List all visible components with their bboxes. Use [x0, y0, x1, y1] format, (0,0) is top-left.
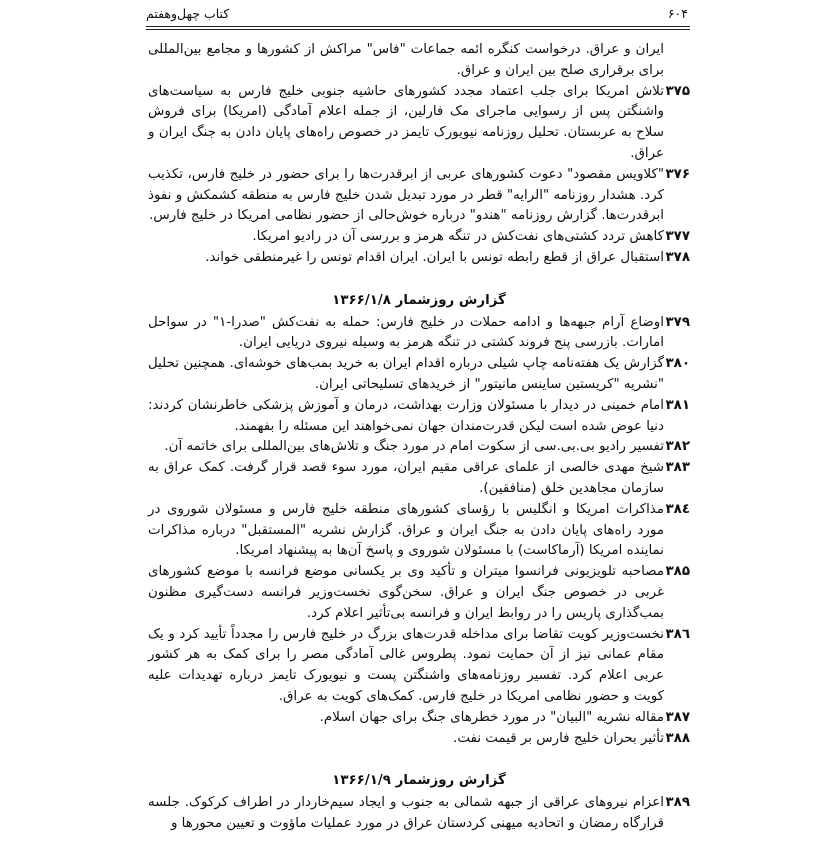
entry-text: شیخ مهدی خالصی از علمای عراقی مقیم ایران، مورد سوء قصد قرار گرفت. کمک عراق به سازمان مجاهدین خلق (منافقین).	[148, 460, 664, 496]
entry-text: مصاحبه تلویزیونی فرانسوا میتران و تأکید وی بر یکسانی موضع فرانسه با موضع کشورهای غربی در خصوص جنگ ایران و عراق. سخن‌گوی نخست‌وزیر فرانسه دست‌گیری مظنون بمب‌گذاری پاریس را در روابط ایران و فرانسه بی‌تأثیر اعلام کرد.	[148, 564, 664, 621]
entry-number: ۳۷۵	[665, 83, 690, 99]
entry	[148, 793, 690, 835]
entry-number: ۳۸٤	[665, 501, 690, 517]
entry-text: اعزام نیروهای عراقی از جبهه شمالی به جنوب و ایجاد سیم‌خاردار در اطراف کرکوک. جلسه قرارگاه رمضان و اتحادیه میهنی کردستان عراق در مورد عملیات ماؤوت و تعیین محورها و	[148, 795, 664, 831]
entry	[148, 625, 690, 708]
entry-number: ۳۷۶	[665, 166, 690, 182]
daily-report-heading: گزارش روزشمار ۱۳۶۶/۱/۹	[332, 773, 506, 789]
entry-text: اوضاع آرام جبهه‌ها و ادامه حملات در خلیج فارس: حمله به نفت‌کش "صدرا-۱" در سواحل امارات. بازرسی پنج فروند کشتی در تنگه هرمز به وسیله نیروی دریایی ایران.	[148, 314, 664, 351]
entry	[148, 82, 690, 165]
entry-number: ۳۸٦	[665, 626, 690, 642]
entry-number: ۳۸۸	[665, 730, 690, 746]
entry	[148, 708, 690, 729]
entry-text: مقاله نشریه "البیان" در مورد خطرهای جنگ برای جهان اسلام.	[319, 709, 664, 725]
entry-text: تلاش امریکا برای جلب اعتماد مجدد کشورهای حاشیه جنوبی خلیج فارس به سیاست‌های واشنگتن پس از رسوایی ماجرای مک فارلین، از جمله اعلام آمادگی (امریکا) برای فروش سلاح به عربستان. تحلیل روزنامه نیویورک تایمز در خصوص راه‌های پایان دادن به جنگ ایران و عراق.	[148, 83, 664, 161]
entry-number: ۳۸۷	[665, 709, 690, 725]
header-double-rule	[146, 26, 690, 30]
entry	[148, 165, 690, 227]
entry	[148, 437, 690, 458]
page-header	[146, 6, 690, 24]
entry-text: کاهش تردد کشتی‌های نفت‌کش در تنگه هرمز و بررسی آن در رادیو امریکا.	[252, 229, 664, 245]
entry-number: ۳۸۱	[665, 397, 690, 413]
entry	[148, 354, 690, 396]
entry	[148, 729, 690, 750]
book-title: کتاب چهل‌وهفتم	[146, 6, 230, 21]
entry-text: تأثیر بحران خلیج فارس بر قیمت نفت.	[453, 730, 664, 746]
entry-text: امام خمینی در دیدار با مسئولان وزارت بهداشت، درمان و آموزش پزشکی خاطرنشان کردند: دنیا عوض شده است لیکن قدرت‌مندان جهان نمی‌خواهند این مسئله را بفهمند.	[148, 397, 664, 434]
daily-report-heading: گزارش روزشمار ۱۳۶۶/۱/۸	[332, 292, 506, 308]
entry	[148, 396, 690, 438]
page-number: ۶۰۴	[667, 6, 688, 21]
entry	[148, 458, 690, 500]
entry	[148, 248, 690, 269]
entry-number: ۳۸۳	[665, 460, 690, 476]
entry-number: ۳۷۷	[665, 229, 690, 245]
entry	[148, 562, 690, 624]
entry-number: ۳۷۸	[665, 249, 690, 265]
entry-number: ۳۸۲	[665, 439, 690, 455]
entry	[148, 227, 690, 248]
entry-text: گزارش یک هفته‌نامه چاپ شیلی درباره اقدام ایران به خرید بمب‌های خوشه‌ای. همچنین تحلیل "نشریه "کریستین ساینس مانیتور" از خریدهای تسلیحاتی ایران.	[148, 356, 664, 392]
entry-number: ۳۸۰	[665, 356, 690, 372]
entry-text: تفسیر رادیو بی.بی.سی از سکوت امام در مورد جنگ و تلاش‌های بین‌المللی برای خاتمه آن.	[164, 439, 664, 455]
entry	[148, 313, 690, 355]
page-body	[148, 40, 690, 835]
entry-text: ایران و عراق. درخواست کنگره ائمه جماعات "فاس" مراکش از کشورها و مجامع بین‌المللی برای برقراری صلح بین ایران و عراق.	[148, 42, 664, 78]
entry-text: "کلاویس مقصود" دعوت کشورهای عربی از ابرقدرت‌ها را برای حضور در خلیج فارس، تکذیب کرد. هشدار روزنامه "الرایه" قطر در مورد تبدیل شدن خلیج فارس به منطقه کشمکش و نفوذ ابرقدرت‌ها. گزارش روزنامه "هندو" درباره خوش‌حالی از حضور نظامی امریکا در خلیج فارس.	[148, 166, 664, 224]
entry-text: استقبال عراق از قطع رابطه تونس با ایران. ایران اقدام تونس را غیرمنطقی خواند.	[205, 249, 664, 265]
entry-text: نخست‌وزیر کویت تقاضا برای مداخله قدرت‌های بزرگ در خلیج فارس را مجدداً تأیید کرد و یک مقام عمانی نیز از آن حمایت نمود. پطروس غالی آمادگی مصر را برای کمک به هر کشور عربی اعلام کرد. تفسیر روزنامه‌های واشنگتن پست و نیویورک تایمز درباره تهدیدات علیه کویت و حضور نظامی امریکا در خلیج فارس. کمک‌های کویت به عراق.	[148, 626, 664, 704]
entry	[148, 500, 690, 562]
entry-number: ۳۷۹	[665, 314, 690, 330]
entry	[148, 40, 690, 82]
entry-number: ۳۸۵	[665, 564, 690, 580]
entry-text: مذاکرات امریکا و انگلیس با رؤسای کشورهای منطقه خلیج فارس و مسئولان شوروی در مورد راه‌های پایان دادن به جنگ ایران و عراق. گزارش نشریه "المستقبل" درباره مذاکرات نماینده امریکا (آرماکاست) با مسئولان شوروی و پاسخ آن‌ها به پیشنهاد امریکا.	[148, 501, 664, 559]
entry-number: ۳۸۹	[665, 795, 690, 811]
